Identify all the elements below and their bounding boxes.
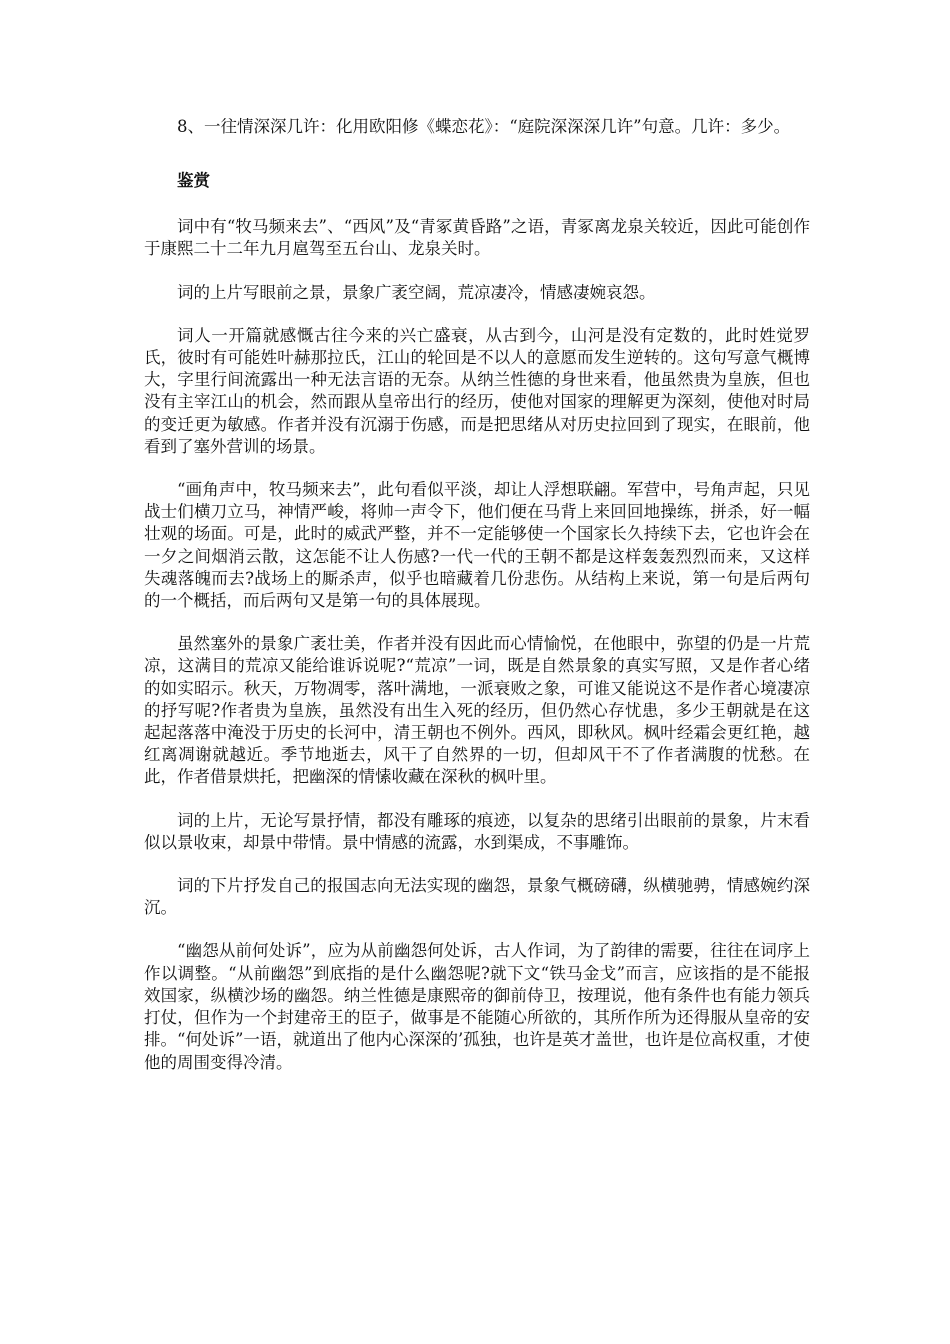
paragraph-6: 词的上片，无论写景抒情，都没有雕琢的痕迹，以复杂的思绪引出眼前的景象，片末看似以景收束，却景中带情。景中情感的流露，水到渠成，不事雕饰。 <box>144 810 810 852</box>
paragraph-4: “画角声中，牧马频来去”，此句看似平淡，却让人浮想联翩。军营中，号角声起，只见战士们横刀立马，神情严峻，将帅一声令下，他们便在马背上来回回地操练，拼杀，好一幅壮观的场面。可是，此时的威武严整，并不一定能够使一个国家长久持续下去，它也许会在一夕之间烟消云散，这怎能不让人伤感?一代一代的王朝不都是这样轰轰烈烈而来，又这样失魂落魄而去?战场上的厮杀声，似乎也暗藏着几份悲伤。从结构上来说，第一句是后两句的一个概括，而后两句又是第一句的具体展现。 <box>144 480 810 611</box>
annotation-8: 8、一往情深深几许：化用欧阳修《蝶恋花》：“庭院深深深几许”句意。几许：多少。 <box>177 117 791 136</box>
paragraph-1: 词中有“牧马频来去”、“西风”及“青冢黄昏路”之语，青冢离龙泉关较近，因此可能创作于康熙二十二年九月扈驾至五台山、龙泉关时。 <box>144 217 810 259</box>
paragraph-2: 词的上片写眼前之景，景象广袤空阔，荒凉凄冷，情感凄婉哀怨。 <box>177 282 656 302</box>
paragraph-5: 虽然塞外的景象广袤壮美，作者并没有因此而心情愉悦，在他眼中，弥望的仍是一片荒凉，这满目的荒凉又能给谁诉说呢?“荒凉”一词，既是自然景象的真实写照，又是作者心绪的如实昭示。秋天，万物凋零，落叶满地，一派衰败之象，可谁又能说这不是作者心境凄凉的抒写呢?作者贵为皇族，虽然没有出生入死的经历，但仍然心存忧患，多少王朝就是在这起起落落中淹没于历史的长河中，清王朝也不例外。西风，即秋风。枫叶经霜会更红艳，越红离凋谢就越近。季节地逝去，风干了自然界的一切，但却风干不了作者满腹的忧愁。在此，作者借景烘托，把幽深的情愫收藏在深秋的枫叶里。 <box>144 634 810 787</box>
section-heading: 鉴赏 <box>177 171 210 191</box>
paragraph-8: “幽怨从前何处诉”，应为从前幽怨何处诉，古人作词，为了韵律的需要，往往在词序上作以调整。“从前幽怨”到底指的是什么幽怨呢?就下文“铁马金戈”而言，应该指的是不能报效国家，纵横沙场的幽怨。纳兰性德是康熙帝的御前侍卫，按理说，他有条件也有能力领兵打仗，但作为一个封建帝王的臣子，做事是不能随心所欲的，其所作所为还得服从皇帝的安排。“何处诉”一语，就道出了他内心深深的’孤独，也许是英才盖世，也许是位高权重，才使他的周围变得冷清。 <box>144 941 810 1072</box>
document-page <box>144 116 810 1074</box>
paragraph-7: 词的下片抒发自己的报国志向无法实现的幽怨，景象气概磅礴，纵横驰骋，情感婉约深沉。 <box>144 876 810 918</box>
paragraph-3: 词人一开篇就感慨古往今来的兴亡盛衰，从古到今，山河是没有定数的，此时姓觉罗氏，彼时有可能姓叶赫那拉氏，江山的轮回是不以人的意愿而发生逆转的。这句写意气概博大，字里行间流露出一种无法言语的无奈。从纳兰性德的身世来看，他虽然贵为皇族，但也没有主宰江山的机会，然而跟从皇帝出行的经历，使他对国家的理解更为深刻，使他对时局的变迁更为敏感。作者并没有沉溺于伤感，而是把思绪从对历史拉回到了现实，在眼前，他看到了塞外营训的场景。 <box>144 325 810 456</box>
